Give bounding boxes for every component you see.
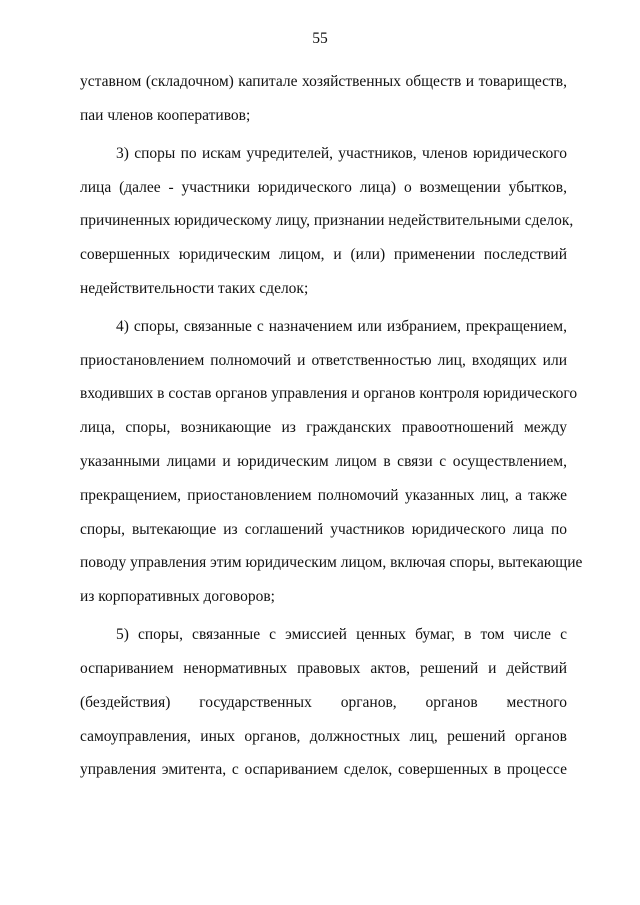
text-line: оспариванием ненормативных правовых актов, решений и действий [80,660,567,677]
text-line: причиненных юридическому лицу, признании недействительными сделок, [80,212,574,229]
text-line: поводу управления этим юридическим лицом, включая споры, вытекающие [80,554,583,571]
text-line: 4) споры, связанные с назначением или избранием, прекращением, [116,318,567,335]
text-line: из корпоративных договоров; [80,588,275,605]
text-line: лица, споры, возникающие из гражданских правоотношений между [80,419,567,436]
page-number: 55 [312,30,328,47]
text-line: уставном (складочном) капитале хозяйственных обществ и товариществ, [80,73,567,90]
text-line: недействительности таких сделок; [80,280,309,297]
text-line: паи членов кооперативов; [80,107,251,124]
text-line: 3) споры по искам учредителей, участников, членов юридического [116,145,567,162]
text-line: споры, вытекающие из соглашений участников юридического лица по [80,521,567,538]
text-line: управления эмитента, с оспариванием сделок, совершенных в процессе [80,761,567,778]
text-line: приостановлением полномочий и ответственностью лиц, входящих или [80,352,567,369]
text-line: самоуправления, иных органов, должностных лиц, решений органов [80,728,567,745]
text-line: (бездействия) государственных органов, органов местного [80,694,567,711]
text-line: совершенных юридическим лицом, и (или) применении последствий [80,246,567,263]
text-line: указанными лицами и юридическим лицом в связи с осуществлением, [80,453,567,470]
text-line: лица (далее - участники юридического лица) о возмещении убытков, [80,179,567,196]
text-line: прекращением, приостановлением полномочий указанных лиц, а также [80,487,567,504]
text-line: 5) споры, связанные с эмиссией ценных бумаг, в том числе с [116,626,567,643]
text-line: входивших в состав органов управления и органов контроля юридического [80,385,578,402]
